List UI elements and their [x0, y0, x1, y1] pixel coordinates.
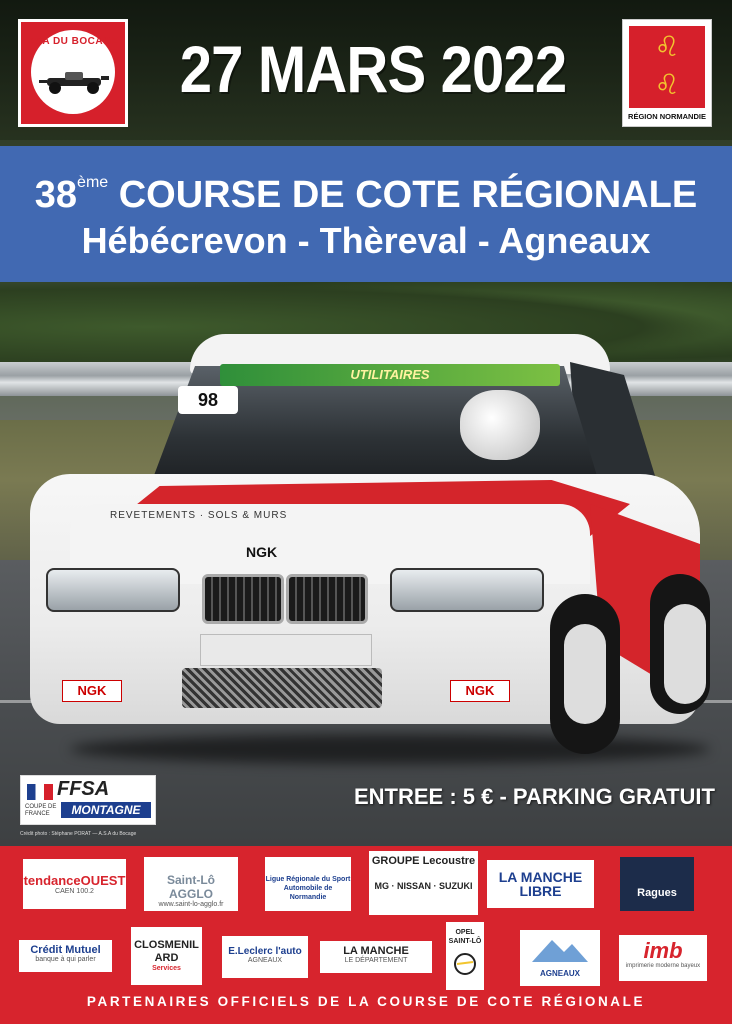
rear-wheel — [650, 574, 710, 714]
hood-ngk-logo: NGK — [246, 544, 278, 560]
event-title-rest: COURSE DE COTE RÉGIONALE — [108, 174, 698, 216]
sponsor-sub: LE DÉPARTEMENT — [344, 957, 408, 964]
sponsor-sub: CAEN 100.2 — [55, 888, 94, 895]
sponsor-logo — [446, 922, 484, 990]
sponsor-sub: Services — [152, 965, 181, 972]
sponsor-logo — [320, 941, 432, 973]
bumper-badge-left: NGK — [62, 680, 122, 702]
wheel-rim — [664, 604, 706, 704]
sponsor-logo — [144, 857, 238, 911]
region-normandie-logo — [622, 19, 712, 127]
sponsor-logo — [520, 930, 600, 986]
sponsor-name: Saint-Lô AGGLO — [167, 873, 215, 901]
footer-partners: PARTENAIRES OFFICIELS DE LA COURSE DE COTE RÉGIONALE — [86, 994, 646, 1009]
ffsa-logo — [20, 775, 156, 825]
license-plate — [200, 634, 372, 666]
race-car-icon — [39, 66, 109, 96]
sponsor-name: OPEL SAINT-LÔ — [448, 929, 482, 945]
sponsor-sub: MG · NISSAN · SUZUKI — [374, 881, 473, 891]
ffsa-brand: FFSA — [57, 778, 110, 800]
race-car — [30, 334, 710, 764]
event-location: Hébécrevon - Thèreval - Agneaux — [81, 220, 651, 261]
sponsor-logo — [23, 859, 126, 909]
sponsor-logo — [487, 860, 594, 908]
front-wheel — [550, 594, 620, 754]
sponsor-logo — [619, 935, 707, 981]
bumper-badge-right: NGK — [450, 680, 510, 702]
kidney-grille-left — [202, 574, 284, 624]
sponsor-name: E.Leclerc l'auto — [228, 946, 302, 957]
tricolor-stripe — [27, 784, 53, 800]
sponsor-name: tendanceOUEST — [23, 873, 126, 888]
sponsor-sub: banque à qui parler — [35, 956, 96, 963]
sponsor-logo — [369, 851, 478, 915]
sponsor-name: CLOSMENIL ARD — [134, 939, 199, 964]
organizer-logo-text: ASA DU BOCAGE — [27, 36, 119, 47]
lion-icon: ♌ — [654, 30, 680, 63]
sponsor-logo — [131, 927, 202, 985]
sponsor-name: GROUPE Lecoustre — [371, 855, 476, 867]
sponsor-sub: www.saint-lo-agglo.fr — [158, 901, 224, 908]
sponsor-name: AGNEAUX — [539, 969, 580, 978]
region-logo-label: RÉGION NORMANDIE — [628, 112, 706, 121]
sponsor-name: Crédit Mutuel — [30, 944, 101, 956]
kidney-grille-right — [286, 574, 368, 624]
event-date: 27 MARS 2022 — [179, 32, 567, 106]
sponsor-logo — [222, 936, 308, 978]
sponsor-logo — [265, 857, 351, 911]
opel-emblem-icon — [453, 952, 477, 976]
front-air-intake — [182, 668, 382, 708]
hood-sponsor-text: REVETEMENTS · SOLS & MURS — [110, 510, 288, 521]
ffsa-line1: COUPE DE FRANCE — [25, 804, 57, 817]
headlight-left — [46, 568, 180, 612]
mountain-icon — [530, 934, 590, 964]
headlight-right — [390, 568, 544, 612]
asa-du-bocage-logo — [18, 19, 128, 127]
wheel-rim — [564, 624, 606, 724]
sponsor-name: imb — [643, 938, 683, 963]
windshield-banner: UTILITAIRES — [220, 364, 560, 386]
edition-number: 38 — [34, 174, 78, 216]
ffsa-line2: MONTAGNE — [61, 802, 151, 818]
lion-icon: ♌ — [654, 68, 680, 101]
sponsor-logo — [19, 940, 112, 972]
sponsor-name: Ligue Régionale du Sport Automobile de Normandie — [265, 876, 351, 901]
edition-suffix: ème — [77, 174, 109, 191]
sponsor-name: LA MANCHE — [343, 945, 409, 957]
sponsor-sub: imprimerie moderne bayeux — [625, 963, 701, 969]
sponsor-name: LA MANCHE LIBRE — [498, 869, 583, 899]
entry-info: ENTREE : 5 € - PARKING GRATUIT — [354, 784, 715, 809]
sponsor-logo — [620, 857, 694, 911]
driver-helmet — [460, 390, 540, 460]
race-number: 98 — [178, 386, 238, 414]
photo-credit: Crédit photo : Stéphane PORAT — A.S.A du Bocage — [20, 831, 137, 837]
sponsor-name: Ragues — [637, 887, 677, 899]
sponsor-sub: AGNEAUX — [247, 957, 283, 964]
